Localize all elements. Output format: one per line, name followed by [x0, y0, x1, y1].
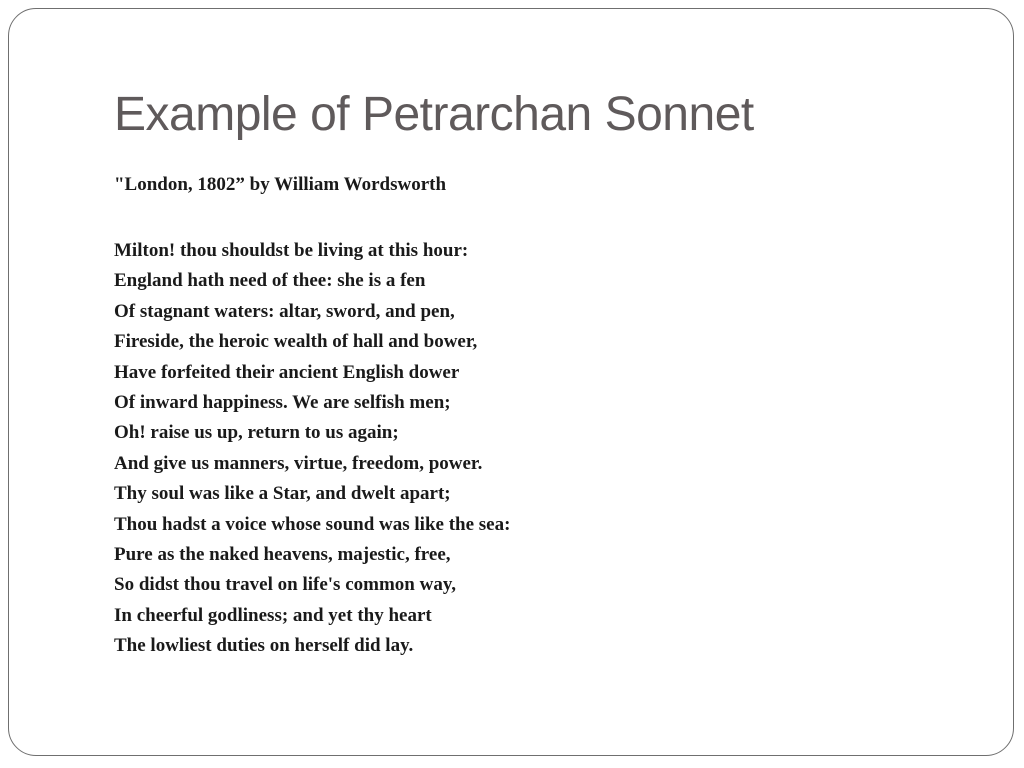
poem-line: Thou hadst a voice whose sound was like the sea: [114, 513, 511, 535]
poem-line: And give us manners, virtue, freedom, power. [114, 452, 483, 474]
poem-line: Milton! thou shouldst be living at this hour: [114, 240, 469, 261]
poem-line: Of stagnant waters: altar, sword, and pen, [114, 300, 455, 322]
blank-line [114, 198, 934, 236]
poem-lines [114, 236, 934, 661]
poem-line: In cheerful godliness; and yet thy heart [114, 604, 432, 626]
poem-line: The lowliest duties on herself did lay. [114, 635, 414, 657]
poem-line: Oh! raise us up, return to us again; [114, 422, 399, 444]
slide-title: Example of Petrarchan Sonnet [114, 88, 754, 141]
poem-line: Thy soul was like a Star, and dwelt apart; [114, 483, 451, 505]
slide-body [114, 172, 934, 661]
poem-line: England hath need of thee: she is a fen [114, 270, 426, 292]
poem-line: Have forfeited their ancient English dower [114, 361, 460, 383]
slide-frame [8, 8, 1014, 756]
poem-line: Pure as the naked heavens, majestic, free, [114, 543, 451, 565]
poem-line: Fireside, the heroic wealth of hall and bower, [114, 331, 478, 353]
poem-line: Of inward happiness. We are selfish men; [114, 391, 451, 413]
poem-line: So didst thou travel on life's common way, [114, 574, 457, 596]
poem-attribution: "London, 1802” by William Wordsworth [114, 174, 447, 195]
